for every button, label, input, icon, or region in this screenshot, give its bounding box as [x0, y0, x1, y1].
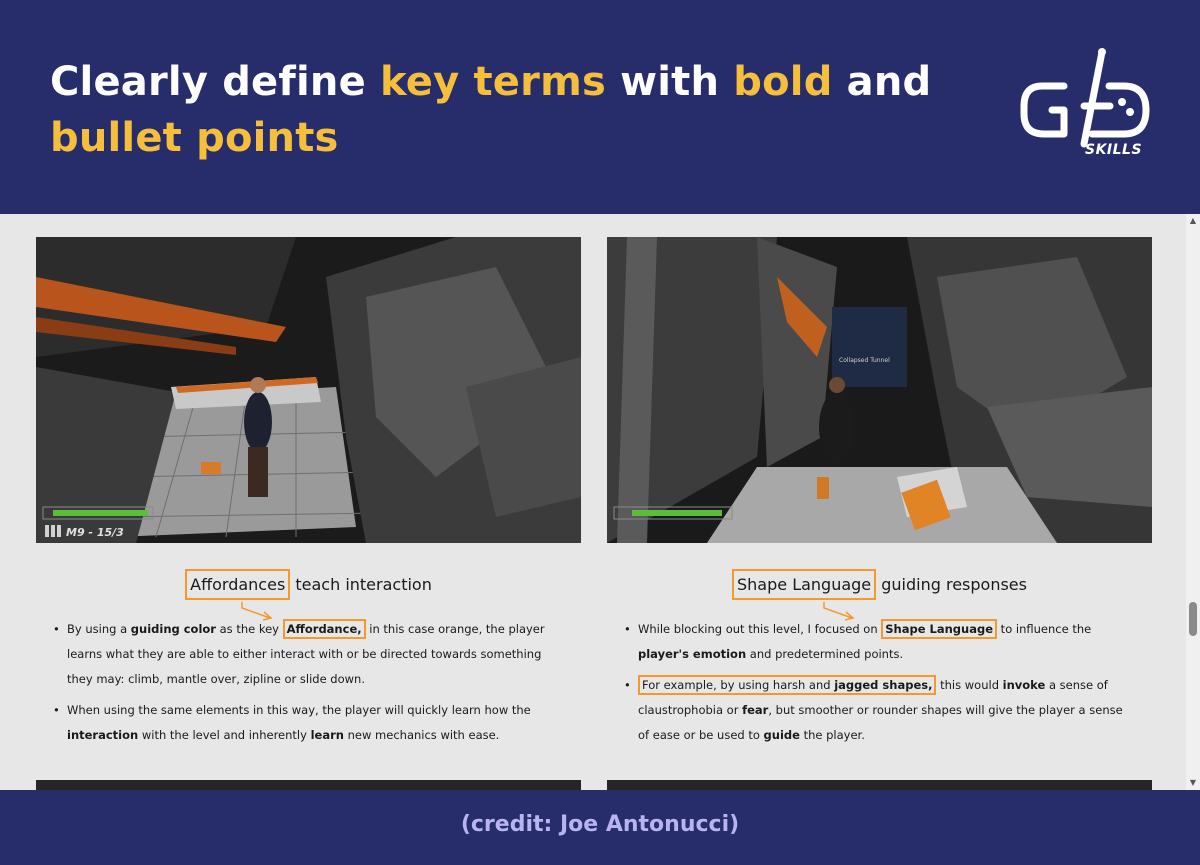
logo-skills-text: SKILLS: [1085, 142, 1143, 158]
affordances-key-term: Affordances: [185, 569, 290, 600]
footer-banner: [0, 790, 1200, 865]
vertical-scrollbar[interactable]: [1186, 214, 1200, 790]
next-screenshot-right: [607, 780, 1152, 790]
page-title: Clearly define key terms with bold and bullet points: [50, 59, 932, 161]
sign-collapsed-tunnel: Collapsed Tunnel: [839, 357, 890, 364]
hud-ammo-text: M9 - 15/3: [66, 526, 124, 539]
shape-language-bullet-list: [607, 617, 1137, 754]
list-item: • For example, by using harsh and jagged shapes, this would invoke a sense of claustrophobia or fear, but smoother or rounder shapes will give the player a sense of ease or be used to guide the player.: [607, 673, 1137, 748]
list-item: • By using a guiding color as the key Affordance, in this case orange, the player learns what they are able to either interact with or be directed towards something they may: climb, mantle over, zipline or slide down.: [36, 617, 566, 692]
scroll-down-icon[interactable]: ▼: [1189, 778, 1197, 787]
shape-language-key-term: Shape Language: [732, 569, 876, 600]
list-item: • While blocking out this level, I focused on Shape Language to influence the player's emotion and predetermined points.: [607, 617, 1137, 667]
next-screenshot-left: [36, 780, 581, 790]
credit-text: (credit: Joe Antonucci): [460, 812, 740, 837]
scrollbar-thumb[interactable]: [1189, 602, 1197, 636]
scroll-up-icon[interactable]: ▲: [1189, 216, 1197, 225]
list-item: • When using the same elements in this way, the player will quickly learn how the interaction with the level and inherently learn new mechanics with ease.: [36, 698, 566, 748]
content-panel[interactable]: [0, 214, 1200, 790]
game-screenshot-shape-language: [607, 237, 1152, 543]
game-screenshot-affordances: [36, 237, 581, 543]
shape-language-heading: Shape Language guiding responses: [607, 575, 1152, 594]
affordances-heading: Affordances teach interaction: [36, 575, 581, 594]
affordances-bullet-list: [36, 617, 566, 754]
header-banner: [0, 0, 1200, 214]
